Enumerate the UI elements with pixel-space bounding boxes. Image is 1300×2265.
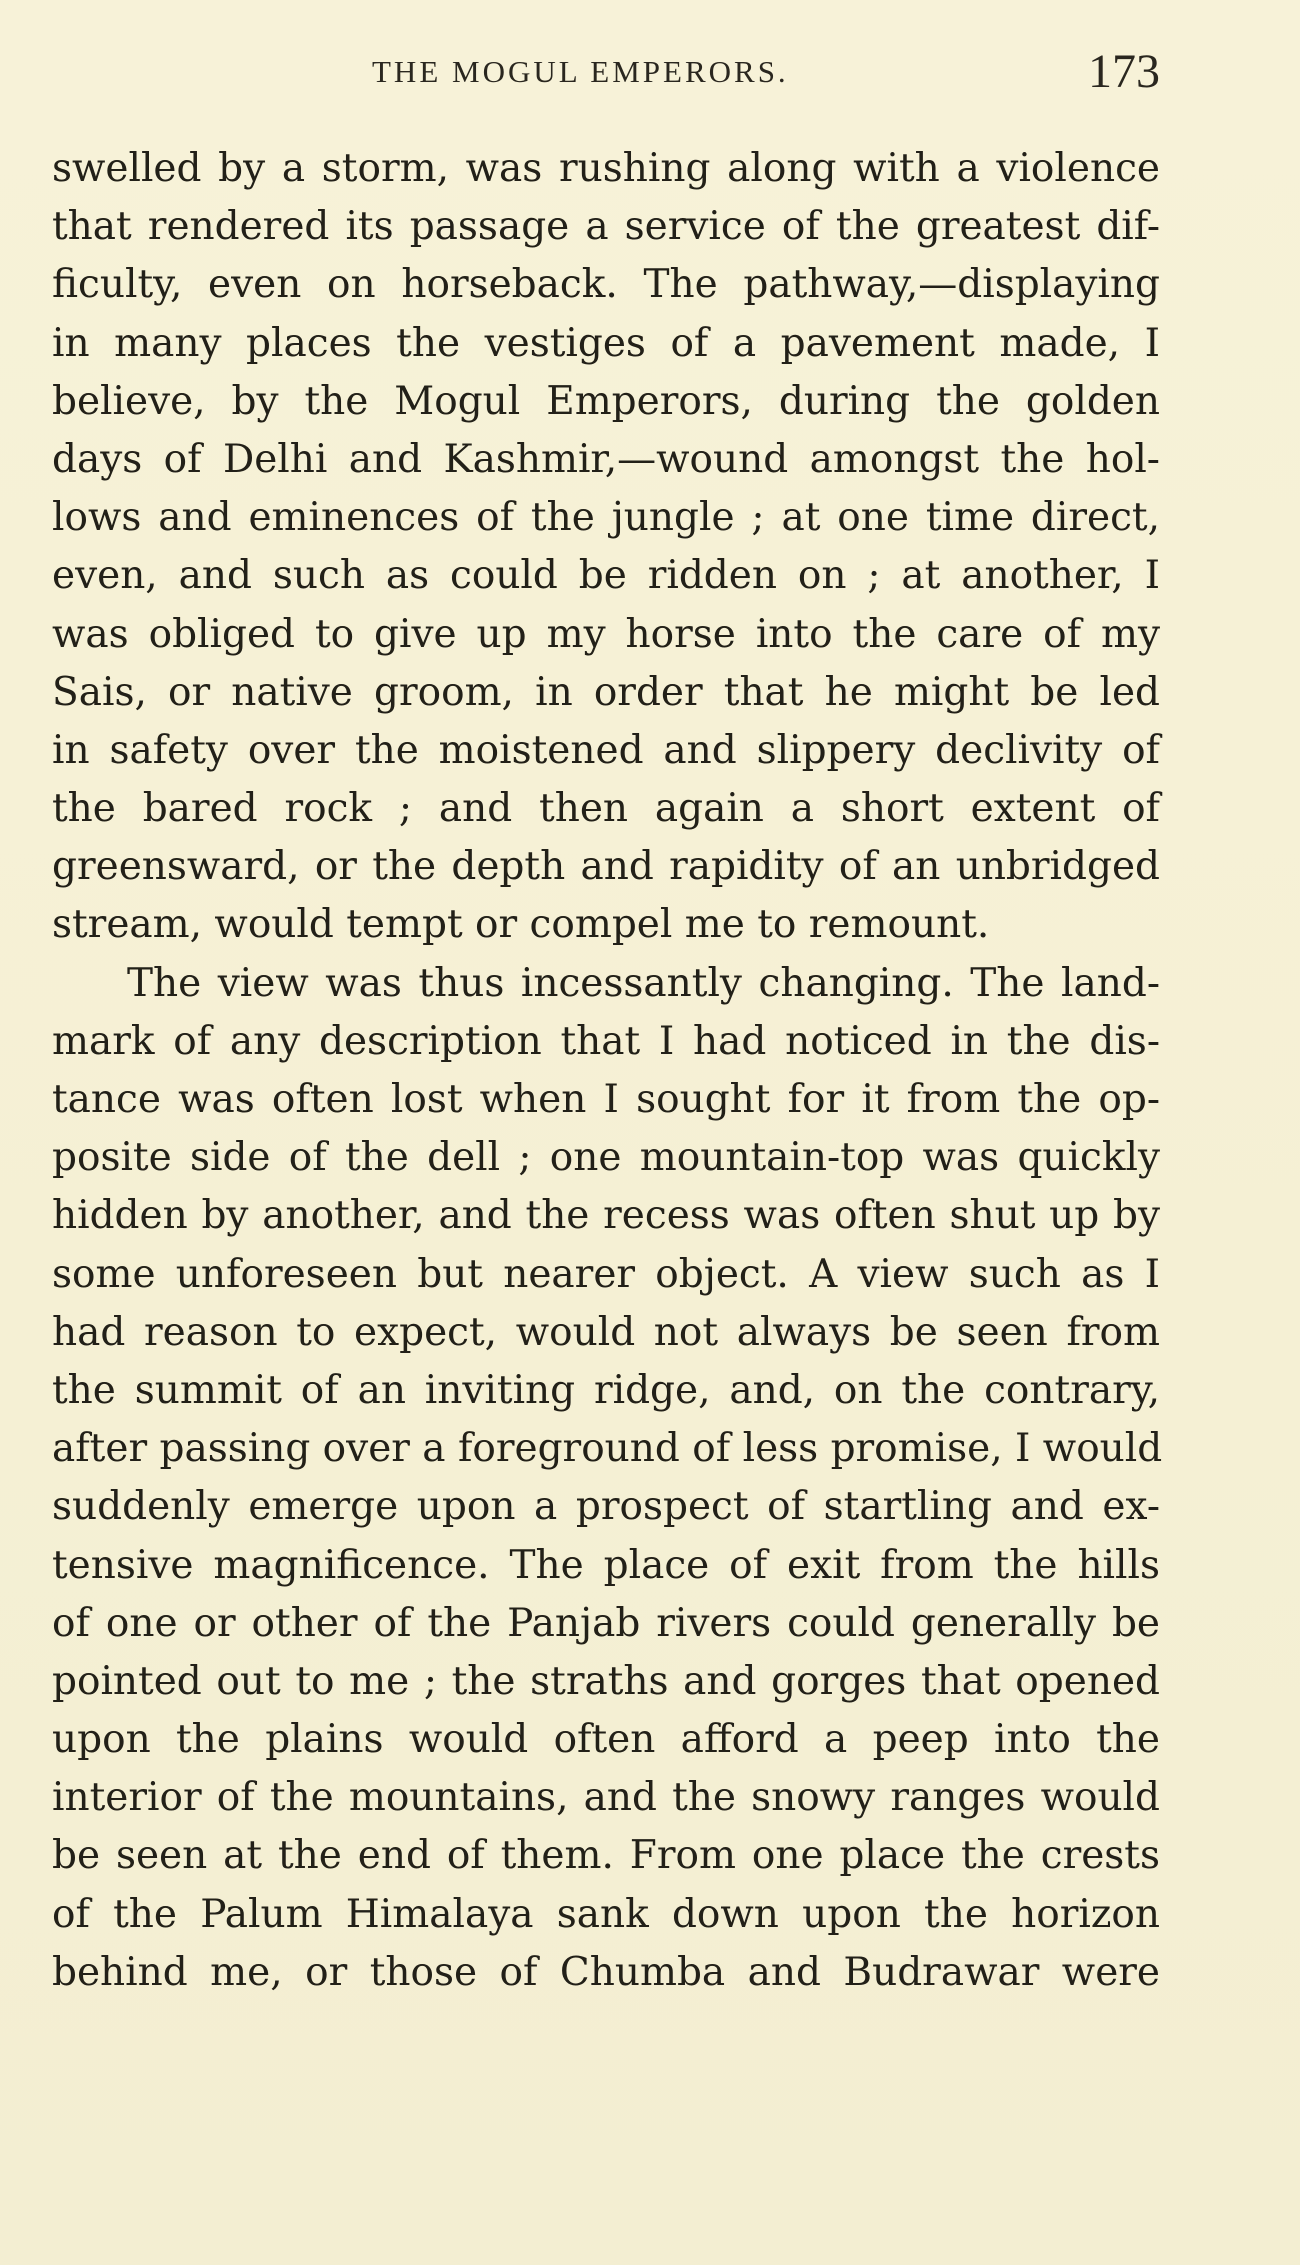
text-line: believe, by the Mogul Emperors, during the golden — [52, 378, 1160, 424]
text-line: that rendered its passage a service of the greatest dif- — [52, 204, 1160, 250]
text-line: mark of any description that I had noticed in the dis- — [52, 1018, 1160, 1064]
running-head — [52, 44, 1164, 114]
text-line: swelled by a storm, was rushing along with a violence — [52, 146, 1160, 191]
text-line: was obliged to give up my horse into the care of my — [52, 611, 1160, 657]
text-line: Sais, or native groom, in order that he might be led — [52, 669, 1160, 715]
text-line: of one or other of the Panjab rivers could generally be — [52, 1600, 1160, 1646]
text-line: some unforeseen but nearer object. A view such as I — [52, 1251, 1160, 1297]
text-line: in many places the vestiges of a pavement made, I — [52, 320, 1160, 366]
text-line: even, and such as could be ridden on ; at another, I — [52, 553, 1160, 599]
text-line: posite side of the dell ; one mountain-top was quickly — [52, 1135, 1160, 1181]
text-line: lows and eminences of the jungle ; at one time direct, — [52, 495, 1160, 541]
text-line: had reason to expect, would not always be seen from — [52, 1309, 1160, 1355]
text-line: upon the plains would often afford a peep into the — [52, 1717, 1160, 1763]
text-line: tensive magnificence. The place of exit from the hills — [52, 1542, 1160, 1588]
text-line: tance was often lost when I sought for it from the op- — [52, 1077, 1160, 1122]
paragraph-end-line: stream, would tempt or compel me to remount. — [52, 902, 990, 948]
text-line: after passing over a foreground of less promise, I would — [52, 1426, 1163, 1472]
body-text — [52, 140, 1163, 2002]
text-line: hidden by another, and the recess was often shut up by — [52, 1193, 1160, 1239]
text-line: greensward, or the depth and rapidity of an unbridged — [52, 844, 1160, 890]
text-line: of the Palum Himalaya sank down upon the horizon — [52, 1891, 1160, 1937]
text-line: pointed out to me ; the straths and gorges that opened — [52, 1658, 1160, 1704]
text-line: the summit of an inviting ridge, and, on the contrary, — [52, 1367, 1160, 1413]
text-line: ficulty, even on horseback. The pathway,—displaying — [52, 262, 1160, 308]
text-line: be seen at the end of them. From one place the crests — [52, 1833, 1160, 1879]
text-line: suddenly emerge upon a prospect of startling and ex- — [52, 1484, 1160, 1530]
text-line: interior of the mountains, and the snowy ranges would — [52, 1775, 1160, 1821]
page-number: 173 — [1088, 45, 1160, 98]
text-line: the bared rock ; and then again a short extent of — [52, 786, 1160, 832]
paragraph-start-line: The view was thus incessantly changing. The land- — [127, 960, 1160, 1006]
text-line: days of Delhi and Kashmir,—wound amongst the hol- — [52, 436, 1160, 482]
running-title: THE MOGUL EMPERORS. — [372, 54, 789, 89]
text-line: behind me, or those of Chumba and Budrawar were — [52, 1949, 1160, 1995]
text-line: in safety over the moistened and slippery declivity of — [52, 727, 1160, 773]
